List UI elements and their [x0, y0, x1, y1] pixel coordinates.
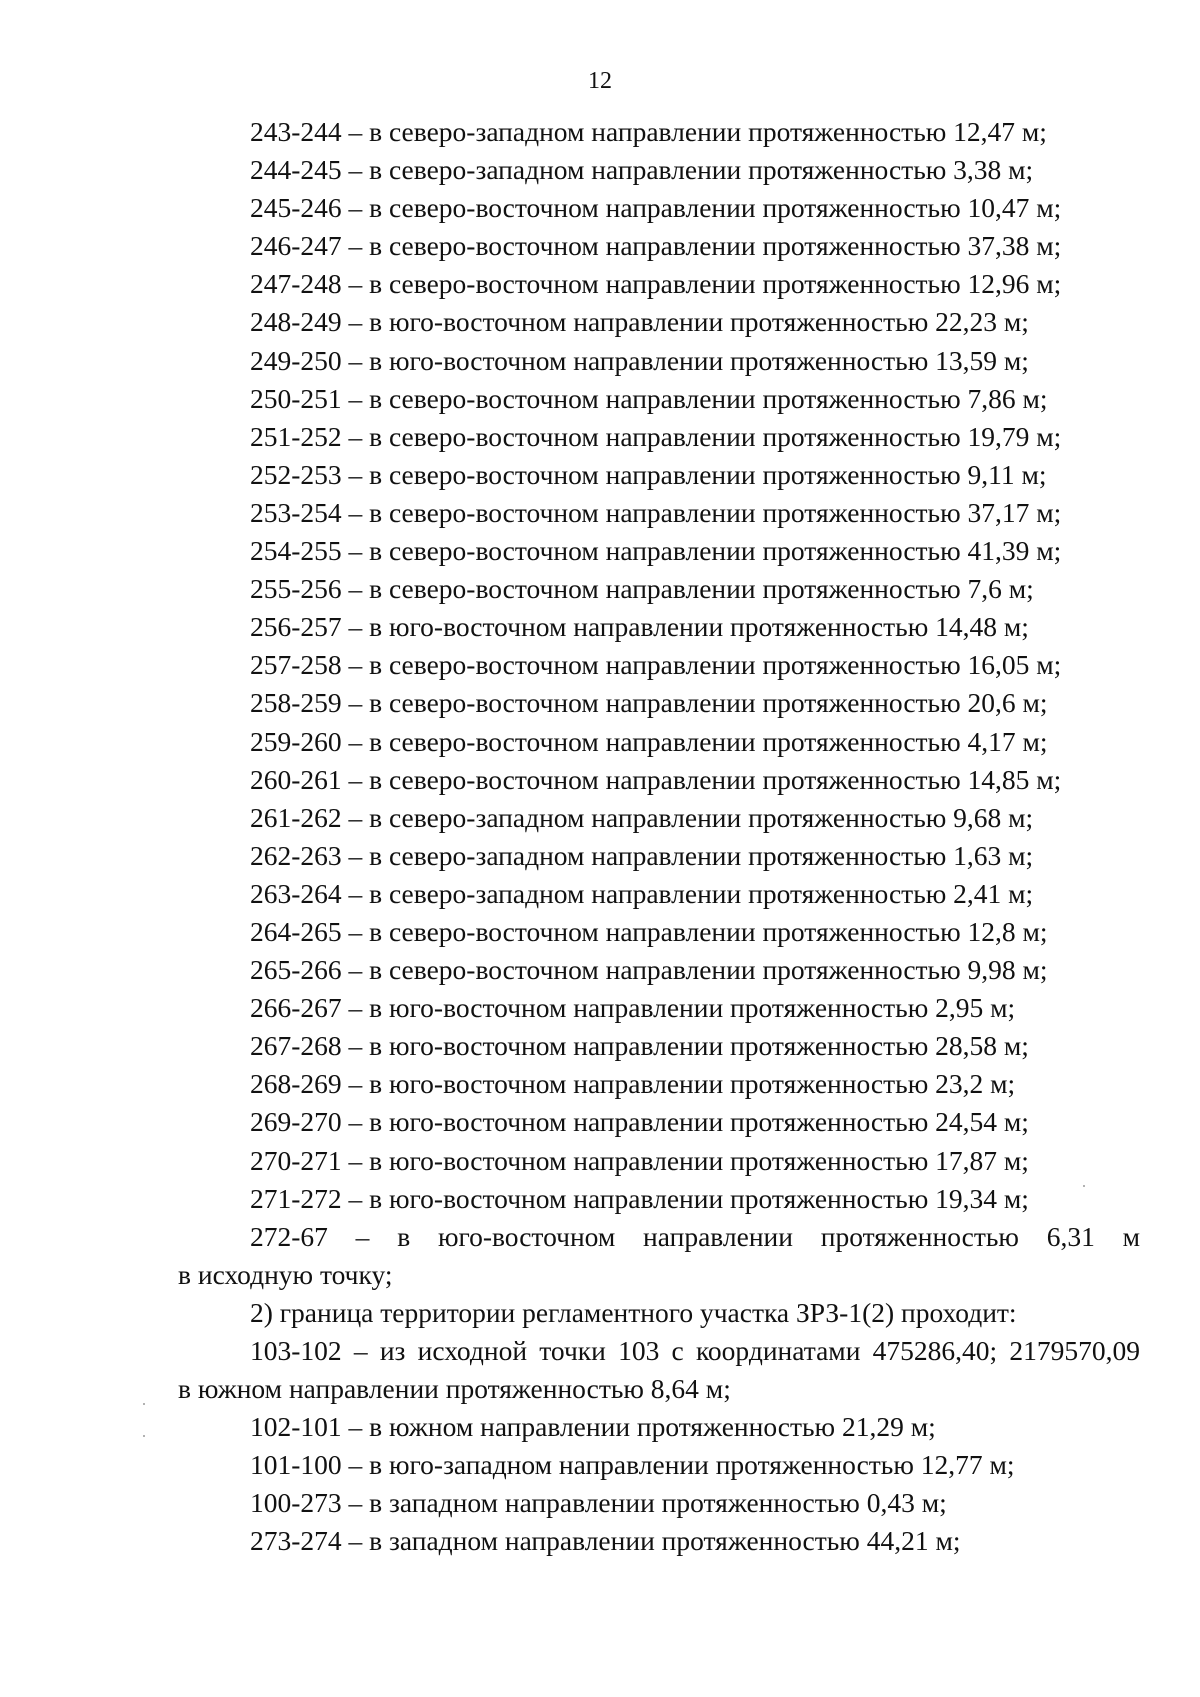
- boundary-segment-line: 269-270 – в юго-восточном направлении протяженностью 24,54 м;: [250, 1106, 1029, 1138]
- scan-speck: [143, 1403, 145, 1405]
- boundary-segment-line: 267-268 – в юго-восточном направлении протяженностью 28,58 м;: [250, 1030, 1029, 1062]
- boundary-segment-line: 257-258 – в северо-восточном направлении протяженностью 16,05 м;: [250, 649, 1062, 681]
- boundary-segment-line: 262-263 – в северо-западном направлении протяженностью 1,63 м;: [250, 839, 1034, 871]
- boundary-segment-line: 253-254 – в северо-восточном направлении протяженностью 37,17 м;: [250, 496, 1062, 528]
- boundary-segment-line: 251-252 – в северо-восточном направлении протяженностью 19,79 м;: [250, 420, 1062, 452]
- scan-speck: [1083, 1185, 1085, 1187]
- boundary-segment-line: 260-261 – в северо-восточном направлении протяженностью 14,85 м;: [250, 763, 1062, 795]
- boundary-segment-line: 247-248 – в северо-восточном направлении протяженностью 12,96 м;: [250, 268, 1062, 300]
- boundary-segment-line: 249-250 – в юго-восточном направлении протяженностью 13,59 м;: [250, 344, 1029, 376]
- document-body: [178, 113, 1140, 1561]
- start-point-paragraph: [178, 1332, 1140, 1408]
- boundary-segment-line: 254-255 – в северо-восточном направлении протяженностью 41,39 м;: [250, 535, 1062, 567]
- boundary-segment-line: 263-264 – в северо-западном направлении протяженностью 2,41 м;: [250, 877, 1034, 909]
- boundary-segment-line: 258-259 – в северо-восточном направлении протяженностью 20,6 м;: [250, 687, 1048, 719]
- boundary-segment-line: 273-274 – в западном направлении протяженностью 44,21 м;: [250, 1525, 961, 1557]
- boundary-segment-line: 102-101 – в южном направлении протяженностью 21,29 м;: [250, 1411, 936, 1443]
- page-number: 12: [588, 68, 612, 94]
- start-point-first-line: 103-102 – из исходной точки 103 с координатами 475286,40; 2179570,09: [250, 1335, 1140, 1366]
- boundary-segment-line: 265-266 – в северо-восточном направлении протяженностью 9,98 м;: [250, 954, 1048, 986]
- boundary-segment-line: 245-246 – в северо-восточном направлении протяженностью 10,47 м;: [250, 192, 1062, 224]
- boundary-segment-line: 244-245 – в северо-западном направлении протяженностью 3,38 м;: [250, 154, 1034, 186]
- boundary-segment-line: 261-262 – в северо-западном направлении протяженностью 9,68 м;: [250, 801, 1034, 833]
- start-point-continuation: в южном направлении протяженностью 8,64 м;: [178, 1373, 731, 1405]
- boundary-segment-line: 252-253 – в северо-восточном направлении протяженностью 9,11 м;: [250, 458, 1047, 490]
- boundary-segment-line: 255-256 – в северо-восточном направлении протяженностью 7,6 м;: [250, 573, 1034, 605]
- scan-speck: [143, 1435, 145, 1437]
- boundary-segment-line: 243-244 – в северо-западном направлении протяженностью 12,47 м;: [250, 116, 1047, 147]
- boundary-segment-line: 266-267 – в юго-восточном направлении протяженностью 2,95 м;: [250, 992, 1016, 1024]
- boundary-segment-line: 250-251 – в северо-восточном направлении протяженностью 7,86 м;: [250, 382, 1048, 414]
- closing-segment-paragraph: [178, 1218, 1140, 1294]
- boundary-segment-line: 101-100 – в юго-западном направлении протяженностью 12,77 м;: [250, 1449, 1015, 1481]
- boundary-segment-line: 259-260 – в северо-восточном направлении протяженностью 4,17 м;: [250, 725, 1048, 757]
- boundary-segment-line: 270-271 – в юго-восточном направлении протяженностью 17,87 м;: [250, 1144, 1029, 1176]
- boundary-segment-line: 248-249 – в юго-восточном направлении протяженностью 22,23 м;: [250, 306, 1029, 338]
- closing-segment-first-line: 272-67 – в юго-восточном направлении протяженностью 6,31 м: [250, 1220, 1140, 1252]
- section-heading: 2) граница территории регламентного участка ЗРЗ-1(2) проходит:: [250, 1296, 1017, 1328]
- boundary-segment-line: 264-265 – в северо-восточном направлении протяженностью 12,8 м;: [250, 915, 1048, 947]
- boundary-segment-line: 256-257 – в юго-восточном направлении протяженностью 14,48 м;: [250, 611, 1029, 643]
- boundary-segment-line: 100-273 – в западном направлении протяженностью 0,43 м;: [250, 1487, 947, 1519]
- boundary-segment-line: 271-272 – в юго-восточном направлении протяженностью 19,34 м;: [250, 1182, 1029, 1214]
- boundary-segment-line: 246-247 – в северо-восточном направлении протяженностью 37,38 м;: [250, 230, 1062, 262]
- boundary-segment-line: 268-269 – в юго-восточном направлении протяженностью 23,2 м;: [250, 1068, 1016, 1100]
- closing-segment-continuation: в исходную точку;: [178, 1258, 393, 1290]
